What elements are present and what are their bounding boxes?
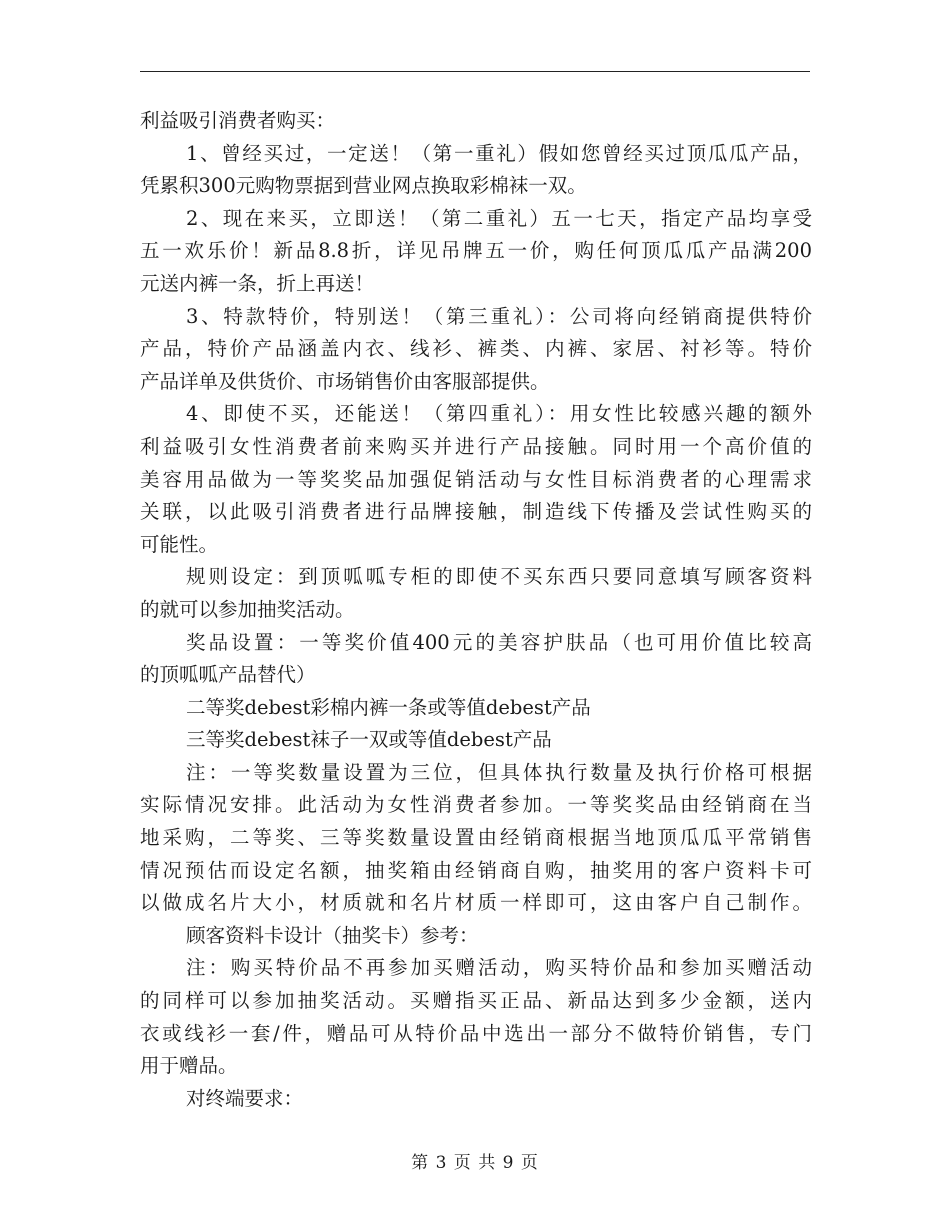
text-line: 元送内裤一条，折上再送！	[140, 271, 375, 295]
body-text	[140, 105, 812, 1115]
text-line: 2、现在来买，立即送！（第二重礼）五一七天，指定产品均享受	[186, 206, 812, 230]
header-rule	[140, 71, 810, 72]
text-line: 4、即使不买，还能送！（第四重礼）：用女性比较感兴趣的额外	[186, 402, 812, 426]
text-line: 用于赠品。	[140, 1054, 238, 1078]
text-line: 产品详单及供货价、市场销售价由客服部提供。	[140, 369, 550, 393]
text-line: 美容用品做为一等奖奖品加强促销活动与女性目标消费者的心理需求	[140, 467, 812, 491]
text-line: 注：一等奖数量设置为三位，但具体执行数量及执行价格可根据	[186, 760, 812, 784]
text-line: 产品，特价产品涵盖内衣、线衫、裤类、内裤、家居、衬衫等。特价	[140, 337, 812, 361]
text-line: 的顶呱呱产品替代）	[140, 663, 316, 687]
text-line: 注：购买特价品不再参加买赠活动，购买特价品和参加买赠活动	[186, 956, 812, 980]
text-line: 以做成名片大小，材质就和名片材质一样即可，这由客户自己制作。	[140, 891, 812, 915]
text-line: 可能性。	[140, 532, 219, 556]
text-line: 五一欢乐价！新品8.8折，详见吊牌五一价，购任何顶瓜瓜产品满200	[140, 239, 812, 263]
page-number-footer: 第 3 页 共 9 页	[411, 1153, 539, 1173]
text-line: 的同样可以参加抽奖活动。买赠指买正品、新品达到多少金额，送内	[140, 989, 812, 1013]
text-line: 规则设定：到顶呱呱专柜的即使不买东西只要同意填写顾客资料	[186, 565, 812, 589]
text-line: 奖品设置：一等奖价值400元的美容护肤品（也可用价值比较高	[186, 630, 812, 654]
text-line: 利益吸引消费者购买：	[140, 109, 336, 132]
text-line: 的就可以参加抽奖活动。	[140, 597, 355, 621]
text-line: 凭累积300元购物票据到营业网点换取彩棉袜一双。	[140, 174, 587, 198]
text-line: 地采购，二等奖、三等奖数量设置由经销商根据当地顶瓜瓜平常销售	[140, 826, 812, 850]
text-line: 1、曾经买过，一定送！（第一重礼）假如您曾经买过顶瓜瓜产品，	[186, 141, 812, 165]
text-line: 二等奖debest彩棉内裤一条或等值debest产品	[186, 695, 591, 719]
text-line: 三等奖debest袜子一双或等值debest产品	[186, 728, 552, 752]
text-line: 3、特款特价，特别送！（第三重礼）：公司将向经销商提供特价	[186, 304, 812, 328]
text-line: 对终端要求：	[186, 1086, 304, 1110]
text-line: 关联，以此吸引消费者进行品牌接触，制造线下传播及尝试性购买的	[140, 500, 812, 524]
text-line: 实际情况安排。此活动为女性消费者参加。一等奖奖品由经销商在当	[140, 793, 812, 817]
text-line: 顾客资料卡设计（抽奖卡）参考：	[186, 923, 479, 947]
text-line: 利益吸引女性消费者前来购买并进行产品接触。同时用一个高价值的	[140, 434, 812, 458]
text-line: 情况预估而设定名额，抽奖箱由经销商自购，抽奖用的客户资料卡可	[140, 858, 812, 882]
text-line: 衣或线衫一套/件，赠品可从特价品中选出一部分不做特价销售，专门	[140, 1021, 812, 1045]
